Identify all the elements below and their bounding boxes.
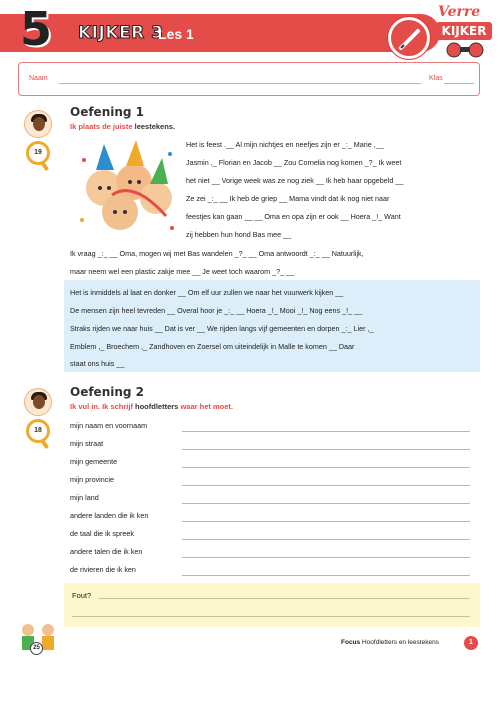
exercise1-instruction — [70, 122, 175, 131]
answer-row-label: mijn land — [70, 493, 99, 502]
answer-row-label: andere talen die ik ken — [70, 547, 143, 556]
exercise1-title: Oefening 1 — [70, 105, 145, 119]
girl-avatar-icon — [24, 388, 52, 416]
page-header — [0, 0, 500, 58]
girl-avatar-icon — [24, 110, 52, 138]
answer-line[interactable] — [182, 449, 470, 450]
answer-line[interactable] — [182, 539, 470, 540]
answer-line[interactable] — [182, 485, 470, 486]
answer-row — [70, 457, 480, 471]
mistakes-box — [64, 583, 480, 627]
answer-row-label: de taal die ik spreek — [70, 529, 134, 538]
answer-row — [70, 565, 480, 579]
exercise1-line: zij hebben hun hond Bas mee __ — [186, 230, 292, 239]
answer-row-label: de rivieren die ik ken — [70, 565, 136, 574]
lesson-label: Les 1 — [158, 26, 194, 42]
exercise2-instruction-red2: waar het moet. — [180, 402, 233, 411]
answer-row-label: mijn provincie — [70, 475, 114, 484]
mistakes-label: Fout? — [72, 591, 92, 600]
class-label: Klas — [429, 75, 443, 82]
magnifier-badge-19: 19 — [26, 141, 50, 165]
chapter-number: 5 — [20, 2, 53, 56]
logo-bottom-text: KIJKER — [436, 22, 492, 40]
answer-row-label: mijn naam en voornaam — [70, 421, 148, 430]
exercise1-line: Jasmin ,_ Florian en Jacob __ Zou Cornelia nog komen _?_ Ik weet — [186, 158, 402, 167]
answer-line[interactable] — [182, 431, 470, 432]
exercise1-line: het niet __ Vorige week was ze nog ziek __ Ik heb haar opgebeld __ — [186, 176, 404, 185]
exercise2-instruction — [70, 402, 233, 411]
answer-row — [70, 547, 480, 561]
chapter-title: KIJKER 3 — [78, 23, 164, 43]
mistakes-line[interactable] — [72, 616, 470, 617]
verre-kijker-logo — [434, 4, 496, 60]
binoculars-icon — [440, 42, 490, 58]
answer-line[interactable] — [182, 503, 470, 504]
exercise1-instruction-black: leestekens. — [132, 122, 176, 131]
answer-row-label: mijn gemeente — [70, 457, 118, 466]
answer-row — [70, 439, 480, 453]
exercise1-blue-line: Straks rijden we naar huis __ Dat is ver __ We rijden langs vijf gemeenten en dorpen _:_ Lier ,_ — [70, 324, 374, 333]
pencil-icon — [388, 17, 430, 59]
name-field[interactable] — [59, 83, 421, 84]
exercise2-instruction-red: Ik vul in. Ik schrijf — [70, 402, 133, 411]
mistakes-line[interactable] — [98, 598, 470, 599]
answer-row — [70, 529, 480, 543]
answer-row-label: mijn straat — [70, 439, 104, 448]
exercise1-line: maar neem wel een plastic zakje mee __ Je weet toch waarom _?_ __ — [70, 267, 295, 276]
name-class-row — [18, 62, 480, 96]
exercise1-instruction-red: Ik plaats de juiste — [70, 122, 133, 131]
exercise1-line: Ze zei _:_ __ Ik heb de griep __ Mama vindt dat ik nog niet naar — [186, 194, 390, 203]
exercise1-line: Ik vraag _:_ __ Oma, mogen wij met Bas wandelen _?_ __ Oma antwoordt _:_ __ Natuurlijk, — [70, 249, 364, 258]
answer-row — [70, 493, 480, 507]
answer-line[interactable] — [182, 575, 470, 576]
exercise1-blue-line: staat ons huis __ — [70, 359, 125, 368]
answer-line[interactable] — [182, 467, 470, 468]
exercise1-line: Het is feest .__ Al mijn nichtjes en neefjes zijn er _:_ Marie ,__ — [186, 140, 384, 149]
page-number: 1 — [464, 636, 478, 650]
exercise2-instruction-black: hoofdletters — [132, 402, 181, 411]
answer-row — [70, 421, 480, 435]
kids-number-badge: 25 — [30, 642, 43, 655]
logo-top-text: Verre — [438, 4, 481, 20]
footer-focus-label: Focus — [341, 639, 361, 646]
answer-row — [70, 475, 480, 489]
answer-line[interactable] — [182, 521, 470, 522]
answer-row — [70, 511, 480, 525]
answer-row-label: andere landen die ik ken — [70, 511, 149, 520]
exercise1-blue-line: De mensen zijn heel tevreden __ Overal hoor je _:_ __ Hoera _!_ Mooi _!_ Nog eens _!_ __ — [70, 306, 363, 315]
party-children-illustration — [74, 140, 178, 240]
exercise1-line: feestjes kan gaan __ __ Oma en opa zijn er ook __ Hoera _!_ Want — [186, 212, 401, 221]
answer-line[interactable] — [182, 557, 470, 558]
footer-topic-text: Hoofdletters en leestekens — [361, 639, 439, 646]
exercise2-title: Oefening 2 — [70, 385, 145, 399]
exercise1-blue-line: Het is inmiddels al laat en donker __ Om elf uur zullen we naar het vuurwerk kijken __ — [70, 288, 344, 297]
footer-topic — [341, 639, 439, 646]
magnifier-badge-18: 18 — [26, 419, 50, 443]
class-field[interactable] — [444, 83, 474, 84]
name-label: Naam — [29, 75, 48, 82]
exercise1-blue-line: Emblem ,_ Broechem ,_ Zandhoven en Zoersel om uiteindelijk in Malle te komen __ Daar — [70, 342, 355, 351]
